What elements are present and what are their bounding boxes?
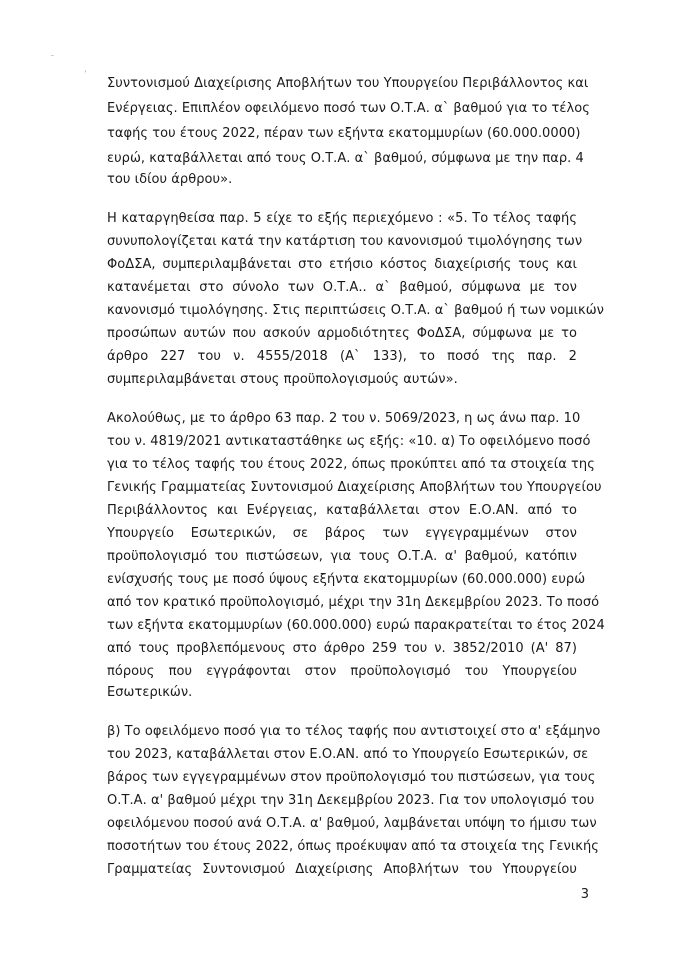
paragraph-3-line: για το τέλος ταφής του έτους 2022, όπως προκύπτει από τα στοιχεία της xyxy=(107,457,595,472)
paragraph-3-line: του ν. 4819/2021 αντικαταστάθηκε ως εξής: «10. α) Το οφειλόμενο ποσό xyxy=(107,434,591,449)
paragraph-1-line: Συντονισμού Διαχείρισης Αποβλήτων του Υπουργείου Περιβάλλοντος και xyxy=(107,76,589,91)
paragraph-1-line: Ενέργειας. Επιπλέον οφειλόμενο ποσό των Ο.Τ.Α. α` βαθμού για το τέλος xyxy=(107,101,590,116)
paragraph-3-line: από τους προβλεπόμενους στο άρθρο 259 του ν. 3852/2010 (Α' 87) xyxy=(107,641,577,656)
scan-mark: ʼ xyxy=(84,70,87,80)
paragraph-3-line: Ακολούθως, με το άρθρο 63 παρ. 2 του ν. 5069/2023, η ως άνω παρ. 10 xyxy=(107,411,581,426)
paragraph-2-line: προσώπων αυτών που ασκούν αρμοδιότητες ΦοΔΣΑ, σύμφωνα με το xyxy=(107,326,577,341)
paragraph-1-line: ευρώ, καταβάλλεται από τους Ο.Τ.Α. α` βαθμού, σύμφωνα με την παρ. 4 xyxy=(107,151,584,166)
page-number: 3 xyxy=(580,887,589,902)
paragraph-2-line: ΦοΔΣΑ, συμπεριλαμβάνεται στο ετήσιο κόστος διαχείρισής τους και xyxy=(107,257,577,272)
paragraph-3-line: Εσωτερικών. xyxy=(107,685,193,700)
paragraph-4-line: ποσοτήτων του έτους 2022, όπως προέκυψαν από τα στοιχεία της Γενικής xyxy=(107,839,599,854)
paragraph-3-line: προϋπολογισμό του πιστώσεων, για τους Ο.Τ.Α. α' βαθμού, κατόπιν xyxy=(107,549,577,564)
paragraph-2-line: Η καταργηθείσα παρ. 5 είχε το εξής περιεχόμενο : «5. Το τέλος ταφής xyxy=(107,211,577,226)
paragraph-4-line: Ο.Τ.Α. α' βαθμού μέχρι την 31η Δεκεμβρίου 2023. Για τον υπολογισμό του xyxy=(107,793,595,808)
paragraph-1-line: ταφής του έτους 2022, πέραν των εξήντα εκατομμυρίων (60.000.0000) xyxy=(107,126,581,141)
paragraph-2-line: συνυπολογίζεται κατά την κατάρτιση του κανονισμού τιμολόγησης των xyxy=(107,234,583,249)
paragraph-1-line: του ιδίου άρθρου». xyxy=(107,172,233,187)
paragraph-2-line: κανονισμό τιμολόγησης. Στις περιπτώσεις Ο.Τ.Α. α` βαθμού ή των νομικών xyxy=(107,303,604,318)
paragraph-3-line: Περιβάλλοντος και Ενέργειας, καταβάλλεται στον Ε.Ο.ΑΝ. από το xyxy=(107,503,577,518)
paragraph-3-line: των εξήντα εκατομμυρίων (60.000.000) ευρώ παρακρατείται το έτος 2024 xyxy=(107,618,605,633)
paragraph-2-line: κατανέμεται στο σύνολο των Ο.Τ.Α.. α` βαθμού, σύμφωνα με τον xyxy=(107,280,577,295)
paragraph-3-line: Γενικής Γραμματείας Συντονισμού Διαχείρισης Αποβλήτων του Υπουργείου xyxy=(107,480,602,495)
paragraph-4-line: β) Το οφειλόμενο ποσό για το τέλος ταφής που αντιστοιχεί στο α' εξάμηνο xyxy=(107,724,601,739)
paragraph-4-line: βάρος των εγγεγραμμένων στον προϋπολογισμό του πιστώσεων, για τους xyxy=(107,770,596,785)
paragraph-3-line: πόρους που εγγράφονται στον προϋπολογισμό του Υπουργείου xyxy=(107,664,577,679)
paragraph-4-line: οφειλόμενου ποσού ανά Ο.Τ.Α. α' βαθμού, λαμβάνεται υπόψη το ήμισυ των xyxy=(107,816,597,831)
paragraph-4-line: του 2023, καταβάλλεται στον Ε.Ο.ΑΝ. από το Υπουργείο Εσωτερικών, σε xyxy=(107,747,589,762)
paragraph-3-line: ενίσχυσής τους με ποσό ύψους εξήντα εκατομμυρίων (60.000.000) ευρώ xyxy=(107,572,586,587)
paragraph-4-line: Γραμματείας Συντονισμού Διαχείρισης Αποβλήτων του Υπουργείου xyxy=(107,862,577,877)
scan-mark: ˜ xyxy=(50,55,55,65)
paragraph-3-line: από τον κρατικό προϋπολογισμό, μέχρι την 31η Δεκεμβρίου 2023. Το ποσό xyxy=(107,595,600,610)
paragraph-3-line: Υπουργείο Εσωτερικών, σε βάρος των εγγεγραμμένων στον xyxy=(107,526,577,541)
paragraph-2-line: άρθρο 227 του ν. 4555/2018 (Α` 133), το ποσό της παρ. 2 xyxy=(107,349,577,364)
paragraph-2-line: συμπεριλαμβάνεται στους προϋπολογισμούς αυτών». xyxy=(107,372,458,387)
